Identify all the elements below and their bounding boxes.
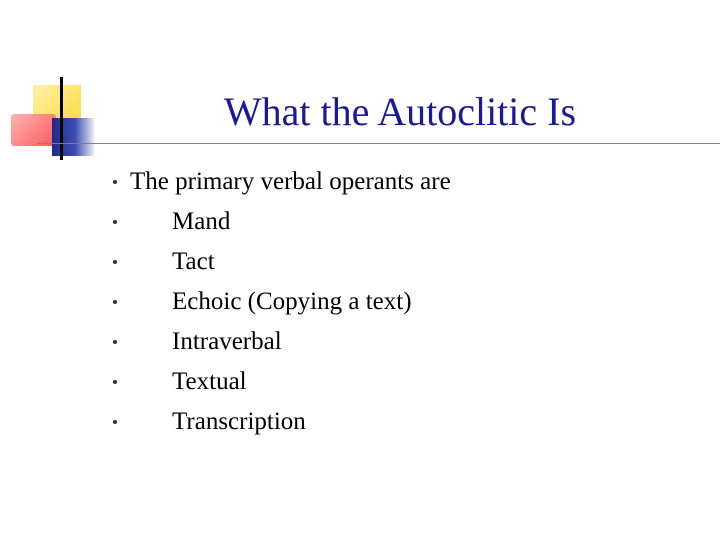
list-item [0,282,720,322]
bullet-icon [113,340,117,344]
bullet-icon [113,220,117,224]
bullet-icon [113,300,117,304]
bullet-text: Echoic (Copying a text) [172,288,412,315]
bullet-text: Textual [172,368,247,395]
bullet-icon [113,260,117,264]
bullet-text: The primary verbal operants are [130,168,451,195]
bullet-text: Transcription [172,408,306,435]
list-item [0,322,720,362]
bullet-icon [113,380,117,384]
slide-title: What the Autoclitic Is [223,89,577,134]
list-item [0,362,720,402]
list-item [0,402,720,442]
bullet-icon [113,420,117,424]
bullet-text: Intraverbal [172,328,282,355]
bullet-text: Tact [172,248,215,275]
list-item [0,202,720,242]
bullet-icon [113,180,117,184]
bullet-text: Mand [172,208,231,235]
list-item [0,162,720,202]
list-item [0,242,720,282]
